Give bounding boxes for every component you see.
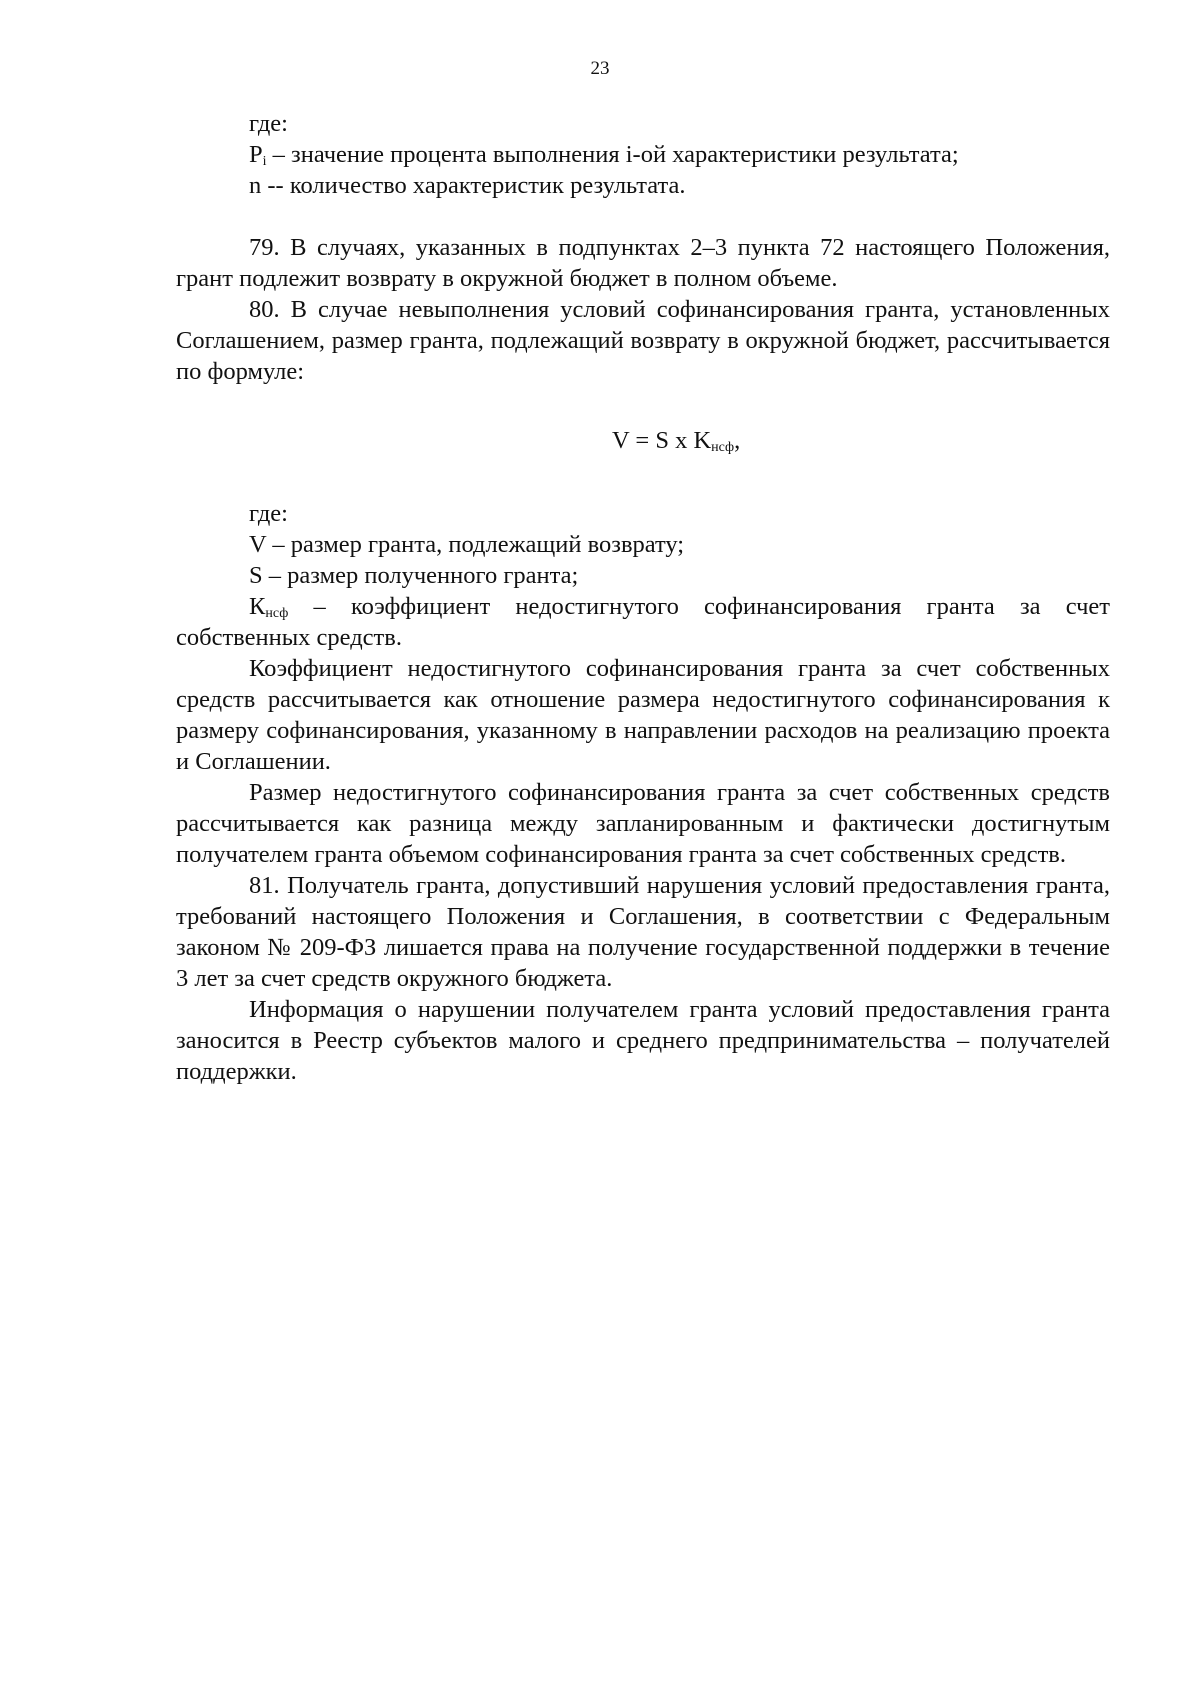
v-definition: V – размер гранта, подлежащий возврату; <box>249 531 685 558</box>
formula-main: V = S x K <box>612 427 712 454</box>
k-subscript: нсф <box>265 606 289 621</box>
shortfall-paragraph: Размер недостигнутого софинансирования гранта за счет собственных средств рассчитывается как разница между запланированным и фактически достигнутым получателем гранта объемом софинансирования гранта за счет собственных средств. <box>176 779 1110 868</box>
s-definition: S – размер полученного гранта; <box>249 562 579 589</box>
k-symbol: К <box>249 593 266 620</box>
paragraph-80: 80. В случае невыполнения условий софинансирования гранта, установленных Соглашением, размер гранта, подлежащий возврату в окружной бюджет, рассчитывается по формуле: <box>176 296 1110 385</box>
pi-description: – значение процента выполнения i-ой характеристики результата; <box>266 141 959 168</box>
paragraph-79: 79. В случаях, указанных в подпунктах 2–3 пункта 72 настоящего Положения, грант подлежит возврату в окружной бюджет в полном объеме. <box>176 234 1110 292</box>
pi-definition <box>176 139 1110 170</box>
paragraph-81: 81. Получатель гранта, допустивший нарушения условий предоставления гранта, требований настоящего Положения и Соглашения, в соответствии с Федеральным законом № 209-ФЗ лишается права на получение государственной поддержки в течение 3 лет за счет средств окружного бюджета. <box>176 872 1110 992</box>
page-number: 23 <box>590 58 610 79</box>
page-content <box>176 108 1110 1087</box>
k-definition <box>176 591 1110 653</box>
n-definition: n -- количество характеристик результата. <box>249 172 686 199</box>
coefficient-paragraph: Коэффициент недостигнутого софинансирования гранта за счет собственных средств рассчитывается как отношение размера недостигнутого софинансирования к размеру софинансирования, указанному в направлении расходов на реализацию проекта и Соглашении. <box>176 655 1110 775</box>
pi-symbol: P <box>249 141 263 168</box>
formula-subscript: нсф <box>711 440 735 455</box>
formula-tail: , <box>734 427 741 454</box>
pi-subscript: i <box>262 154 267 169</box>
formula <box>176 425 1110 456</box>
where-label-bottom: где: <box>249 500 288 527</box>
where-label-top: где: <box>249 110 288 137</box>
k-description: – коэффициент недостигнутого софинансирования гранта за счет собственных средств. <box>176 593 1110 651</box>
paragraph-gap <box>176 201 1110 232</box>
registry-paragraph: Информация о нарушении получателем гранта условий предоставления гранта заносится в Реестр субъектов малого и среднего предпринимательства – получателей поддержки. <box>176 996 1110 1085</box>
